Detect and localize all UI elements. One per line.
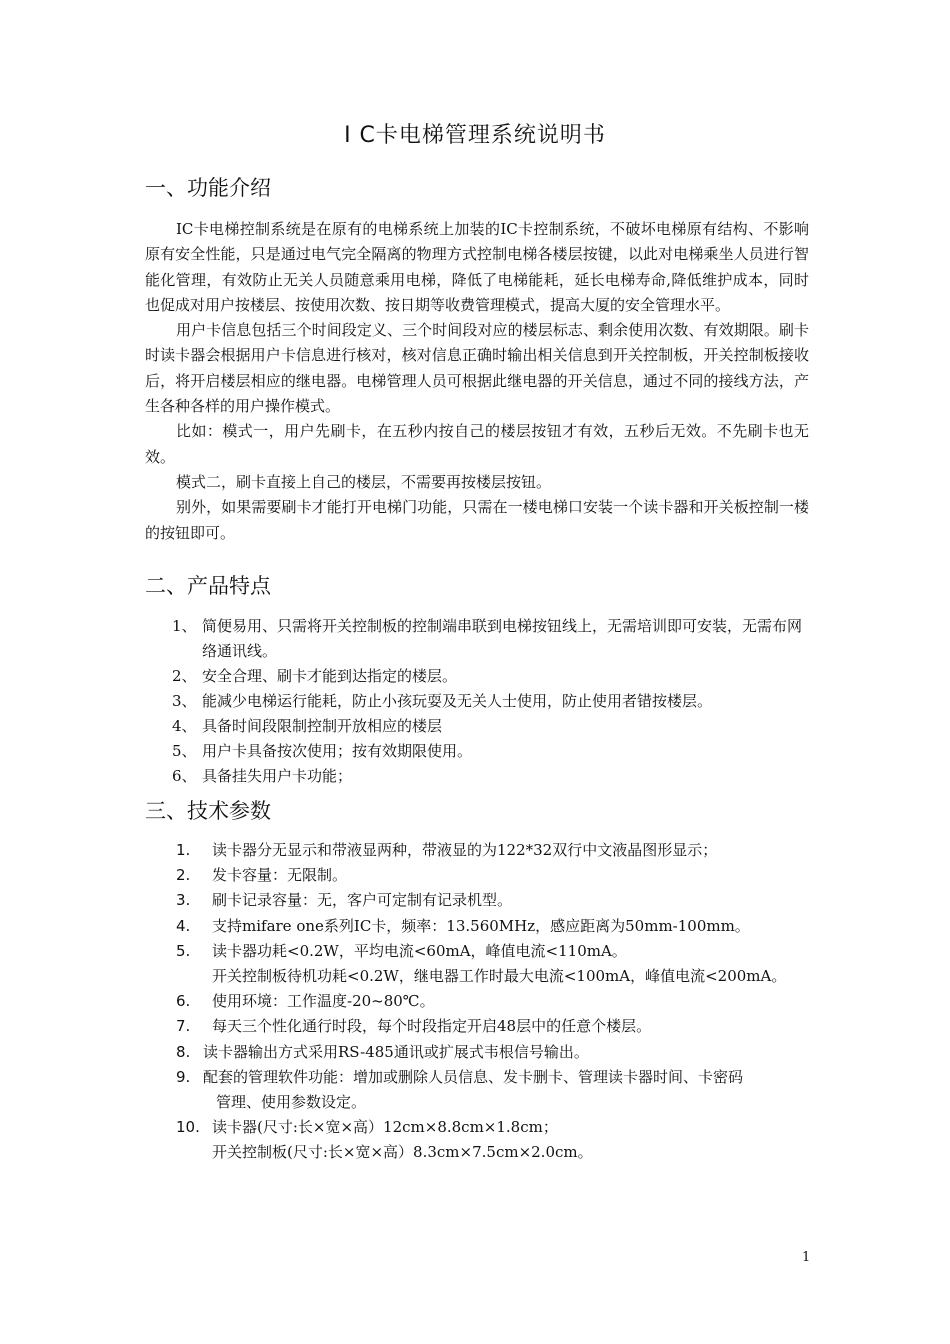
item-text: 简便易用、只需将开关控制板的控制端串联到电梯按钮线上，无需培训即可安装，无需布网络通讯线。: [202, 617, 803, 660]
item-text: 读卡器(尺寸:长×宽×高）12cm×8.8cm×1.8cm；: [212, 1118, 558, 1137]
item-number: 2、: [172, 667, 197, 685]
item-text: 读卡器功耗<0.2W，平均电流<60mA，峰值电流<110mA。: [212, 941, 627, 960]
item-text: 能减少电梯运行能耗，防止小孩玩耍及无关人士使用，防止使用者错按楼层。: [202, 692, 713, 710]
item-number: 7.: [176, 1017, 191, 1036]
list-item: [176, 838, 836, 863]
document-title: I C卡电梯管理系统说明书: [344, 123, 606, 148]
list-item: [176, 914, 836, 939]
item-text: 具备时间段限制控制开放相应的楼层: [202, 717, 443, 735]
list-item: [176, 1040, 836, 1065]
item-number: 6.: [176, 992, 191, 1011]
item-text: 读卡器输出方式采用RS-485通讯或扩展式韦根信号输出。: [203, 1042, 589, 1061]
list-item: [172, 614, 812, 664]
page-number: 1: [802, 1250, 811, 1265]
item-continuation: 管理、使用参数设定。: [216, 1093, 367, 1112]
item-continuation: 开关控制板(尺寸:长×宽×高）8.3cm×7.5cm×2.0cm。: [212, 1143, 593, 1162]
list-item: [172, 664, 812, 689]
list-item: [176, 939, 836, 964]
list-item: [172, 714, 812, 739]
list-item: [176, 1014, 836, 1039]
item-text: 安全合理、刷卡才能到达指定的楼层。: [202, 667, 458, 685]
list-item: [172, 689, 812, 714]
paragraph: 别外，如果需要刷卡才能打开电梯门功能，只需在一楼电梯口安装一个读卡器和开关板控制一楼的按钮即可。: [145, 498, 809, 542]
specs-list: [176, 838, 836, 1166]
item-number: 3、: [172, 692, 197, 710]
list-item: [176, 1065, 836, 1090]
item-text: 发卡容量：无限制。: [212, 866, 348, 885]
item-text: 具备挂失用户卡功能；: [202, 767, 353, 785]
item-number: 5、: [172, 742, 197, 760]
list-item: [172, 739, 812, 764]
item-text: 使用环境：工作温度-20~80℃。: [212, 992, 435, 1011]
item-number: 9.: [176, 1067, 191, 1086]
section-heading-specs: 三、技术参数: [145, 799, 271, 823]
item-text: 每天三个性化通行时段，每个时段指定开启48层中的任意个楼层。: [212, 1017, 652, 1036]
list-item: [176, 1115, 836, 1140]
paragraph: 比如：模式一，用户先刷卡，在五秒内按自己的楼层按钮才有效，五秒后无效。不先刷卡也无效。: [145, 422, 809, 466]
item-text: 读卡器分无显示和带液显两种，带液显的为122*32双行中文液晶图形显示；: [212, 841, 718, 859]
intro-body: [145, 217, 809, 546]
item-text: 支持mifare one系列IC卡，频率：13.560MHz，感应距离为50mm-100mm。: [212, 916, 750, 935]
item-number: 4.: [176, 916, 191, 935]
item-continuation: 开关控制板待机功耗<0.2W，继电器工作时最大电流<100mA，峰值电流<200mA。: [212, 967, 787, 986]
list-item: [176, 989, 836, 1014]
paragraph: 模式二，刷卡直接上自己的楼层，不需要再按楼层按钮。: [176, 472, 552, 491]
item-number: 1、: [172, 617, 197, 635]
features-list: [172, 614, 812, 789]
item-number: 1.: [176, 841, 191, 859]
item-number: 2.: [176, 866, 191, 885]
section-heading-intro: 一、功能介绍: [145, 176, 271, 200]
item-number: 4、: [172, 717, 197, 735]
item-number: 5.: [176, 941, 191, 960]
item-number: 3.: [176, 891, 191, 910]
section-heading-features: 二、产品特点: [145, 574, 271, 598]
paragraph: IC卡电梯控制系统是在原有的电梯系统上加装的IC卡控制系统，不破坏电梯原有结构、不影响原有安全性能，只是通过电气完全隔离的物理方式控制电梯各楼层按键，以此对电梯乘坐人员进行智能化管理，有效防止无关人员随意乘用电梯，降低了电梯能耗，延长电梯寿命,降低维护成本，同时也促成对用户按楼层、按使用次数、按日期等收费管理模式，提高大厦的安全管理水平。: [145, 220, 809, 314]
list-item: [172, 764, 812, 789]
paragraph: 用户卡信息包括三个时间段定义、三个时间段对应的楼层标志、剩余使用次数、有效期限。刷卡时读卡器会根据用户卡信息进行核对，核对信息正确时输出相关信息到开关控制板，开关控制板接收后，将开启楼层相应的继电器。电梯管理人员可根据此继电器的开关信息，通过不同的接线方法，产生各种各样的用户操作模式。: [145, 321, 809, 416]
list-item: [176, 863, 836, 888]
list-item: [176, 888, 836, 913]
item-text: 刷卡记录容量：无，客户可定制有记录机型。: [212, 891, 513, 910]
item-number: 8.: [176, 1042, 191, 1061]
item-text: 用户卡具备按次使用；按有效期限使用。: [202, 742, 473, 760]
item-text: 配套的管理软件功能：增加或删除人员信息、发卡删卡、管理读卡器时间、卡密码: [203, 1067, 744, 1086]
item-number: 10.: [176, 1118, 200, 1137]
item-number: 6、: [172, 767, 197, 785]
